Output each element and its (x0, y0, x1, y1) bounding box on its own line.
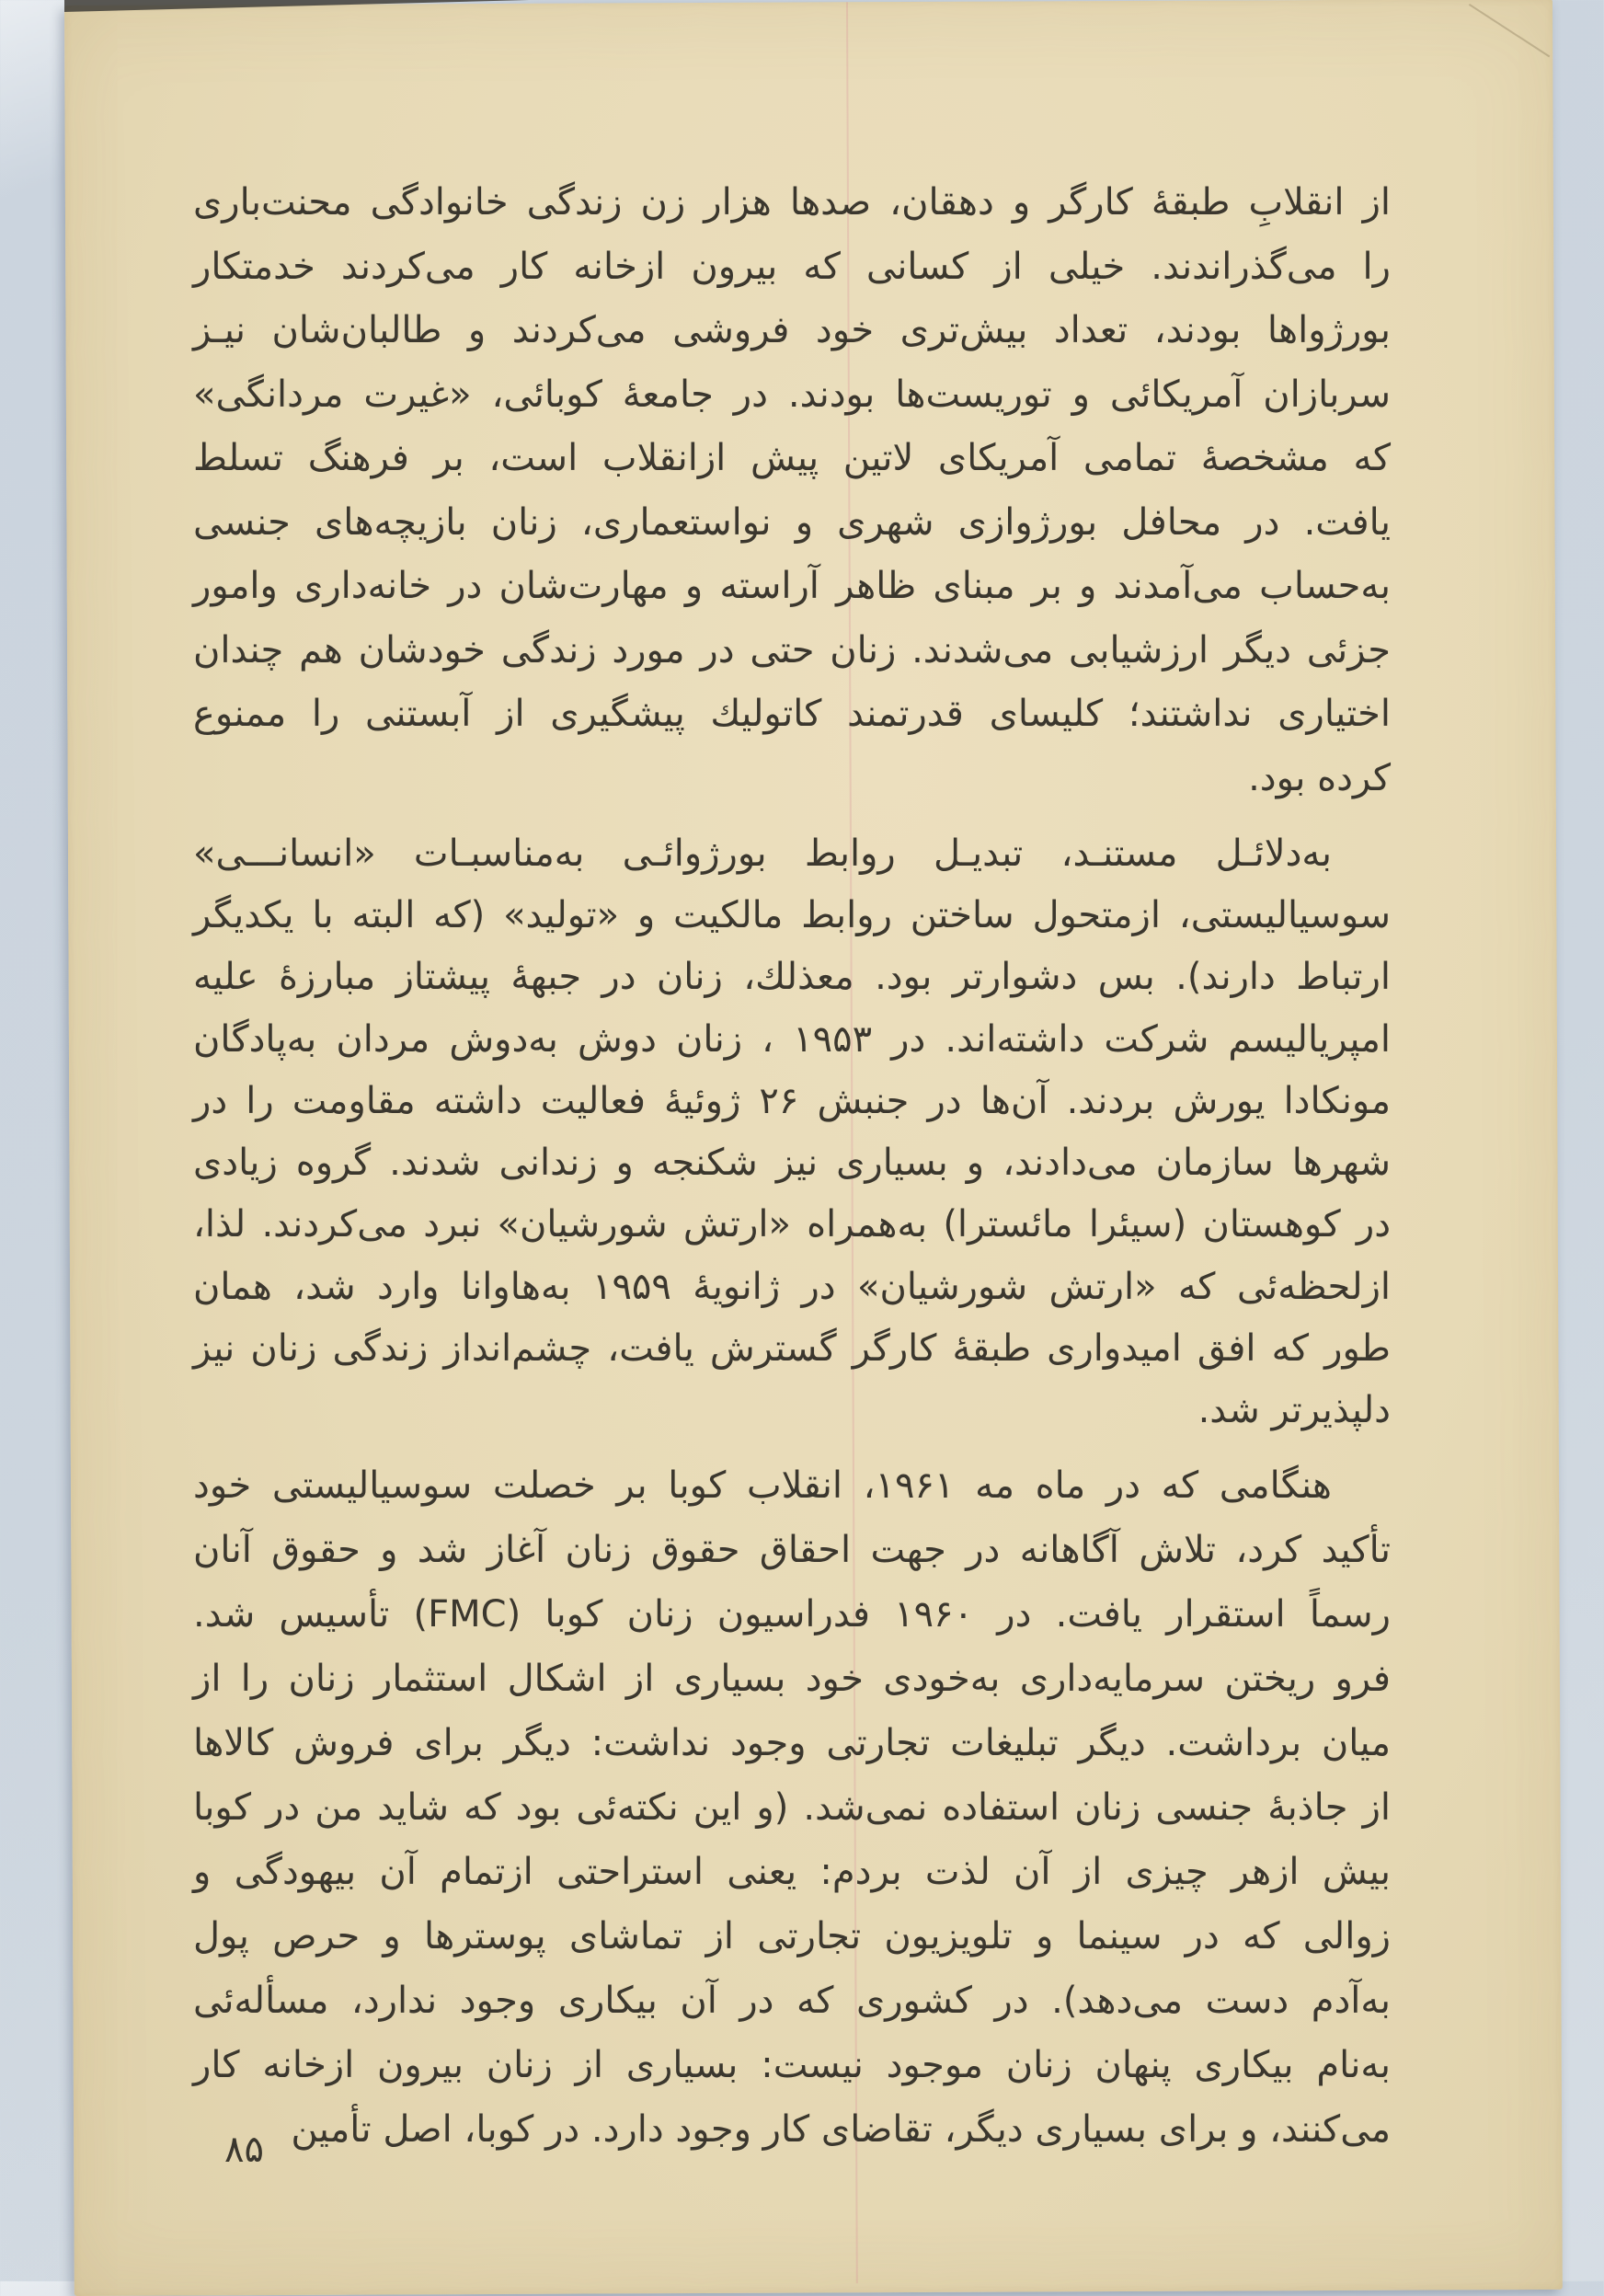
text-line: تأکید کرد، تلاش آگاهانه در جهت احقاق حقوق زنان آغاز شد و حقوق آنان (193, 1529, 1391, 1571)
text-line: به‌حساب می‌آمدند و بر مبنای ظاهر آراسته و مهارت‌شان در خانه‌داری وامور (193, 565, 1391, 607)
text-line: فرو ریختن سرمایه‌داری به‌خودی خود بسیاری از اشکال استثمار زنان را از (193, 1658, 1391, 1700)
text-line: سربازان آمریکائی و توریست‌ها بودند. در جامعهٔ کوبائی، «غیرت مردانگی» (193, 373, 1391, 416)
text-line: از انقلابِ طبقهٔ کارگر و دهقان، صدها هزار زن زندگی خانوادگی محنت‌باری (193, 181, 1391, 224)
text-line: زوالی که در سینما و تلویزیون تجارتی از تماشای پوسترها و حرص پول (193, 1915, 1391, 1957)
text-line: رسماً استقرار یافت. در ۱۹۶۰ فدراسیون زنان کوبا (FMC) تأسیس شد. (193, 1593, 1391, 1636)
text-line: امپریالیسم شرکت داشته‌اند. در ۱۹۵۳ ، زنان دوش به‌دوش مردان به‌پادگان (193, 1018, 1391, 1061)
text-line: هنگامی که در ماه مه ۱۹۶۱، انقلاب کوبا بر خصلت سوسیالیستی خود (193, 1464, 1333, 1507)
text-line: ارتباط دارند). بس دشوارتر بود. معذلك، زنان در جبههٔ پیشتاز مبارزهٔ علیه (193, 956, 1391, 998)
text-line: کرده بود. (1248, 757, 1391, 799)
text-line: بورژواها بودند، تعداد بیش‌تری خود فروشی می‌کردند و طالبان‌شان نیـز (193, 309, 1391, 351)
text-line: شهرها سازمان می‌دادند، و بسیاری نیز شکنجه و زندانی شدند. گروه زیادی (193, 1142, 1391, 1184)
text-line: یافت. در محافل بورژوازی شهری و نواستعماری، زنان بازیچه‌های جنسی (193, 501, 1391, 544)
text-line: در کوهستان (سیئرا مائسترا) به‌همراه «ارتش شورشیان» نبرد می‌کردند. لذا، (193, 1203, 1391, 1246)
text-line: به‌آدم دست می‌دهد). در کشوری که در آن بیکاری وجود ندارد، مسأله‌ئی (193, 1980, 1391, 2022)
text-line: جزئی دیگر ارزشیابی می‌شدند. زنان حتی در مورد زندگی خودشان هم چندان (193, 629, 1391, 672)
text-line: به‌دلائـل مستنـد، تبدیـل روابط بورژوائـی به‌مناسبـات «انسانـــی» (193, 832, 1332, 875)
text-line: را می‌گذراندند. خیلی از کسانی که بیرون ازخانه کار می‌کردند خدمتکار (193, 246, 1391, 288)
text-line: می‌کنند، و برای بسیاری دیگر، تقاضای کار وجود دارد. در کوبا، اصل تأمین (291, 2108, 1391, 2151)
text-line: میان برداشت. دیگر تبلیغات تجارتی وجود نداشت: دیگر برای فروش کالاها (193, 1722, 1391, 1764)
text-line: مونکادا یورش بردند. آن‌ها در جنبش ۲۶ ژوئیهٔ فعالیت داشته مقاومت را در (193, 1080, 1391, 1122)
text-line: سوسیالیستی، ازمتحول ساختن روابط مالکیت و «تولید» (که البته با یکدیگر (193, 894, 1391, 936)
text-line: اختیاری نداشتند؛ کلیسای قدرتمند کاتولیك پیشگیری از آبستنی را ممنوع (193, 693, 1391, 735)
text-line: دلپذیرتر شد. (1197, 1389, 1391, 1431)
text-line: ازلحظه‌ئی که «ارتش شورشیان» در ژانویهٔ ۱۹۵۹ به‌هاوانا وارد شد، همان (193, 1266, 1391, 1308)
text-line: طور که افق امیدواری طبقهٔ کارگر گسترش یافت، چشم‌انداز زندگی زنان نیز (193, 1327, 1391, 1370)
text-line: به‌نام بیکاری پنهان زنان موجود نیست: بسیاری از زنان بیرون ازخانه کار (193, 2044, 1391, 2086)
page-number: ۸۵ (224, 2129, 264, 2171)
text-line: از جاذبهٔ جنسی زنان استفاده نمی‌شد. (و این نکته‌ئی بود که شاید من در کوبا (193, 1786, 1391, 1829)
text-line: که مشخصهٔ تمامی آمریکای لاتین پیش ازانقلاب است، بر فرهنگ تسلط (193, 437, 1391, 479)
text-line: بیش ازهر چیزی از آن لذت بردم: یعنی استراحتی ازتمام آن بیهودگی و (193, 1851, 1391, 1893)
